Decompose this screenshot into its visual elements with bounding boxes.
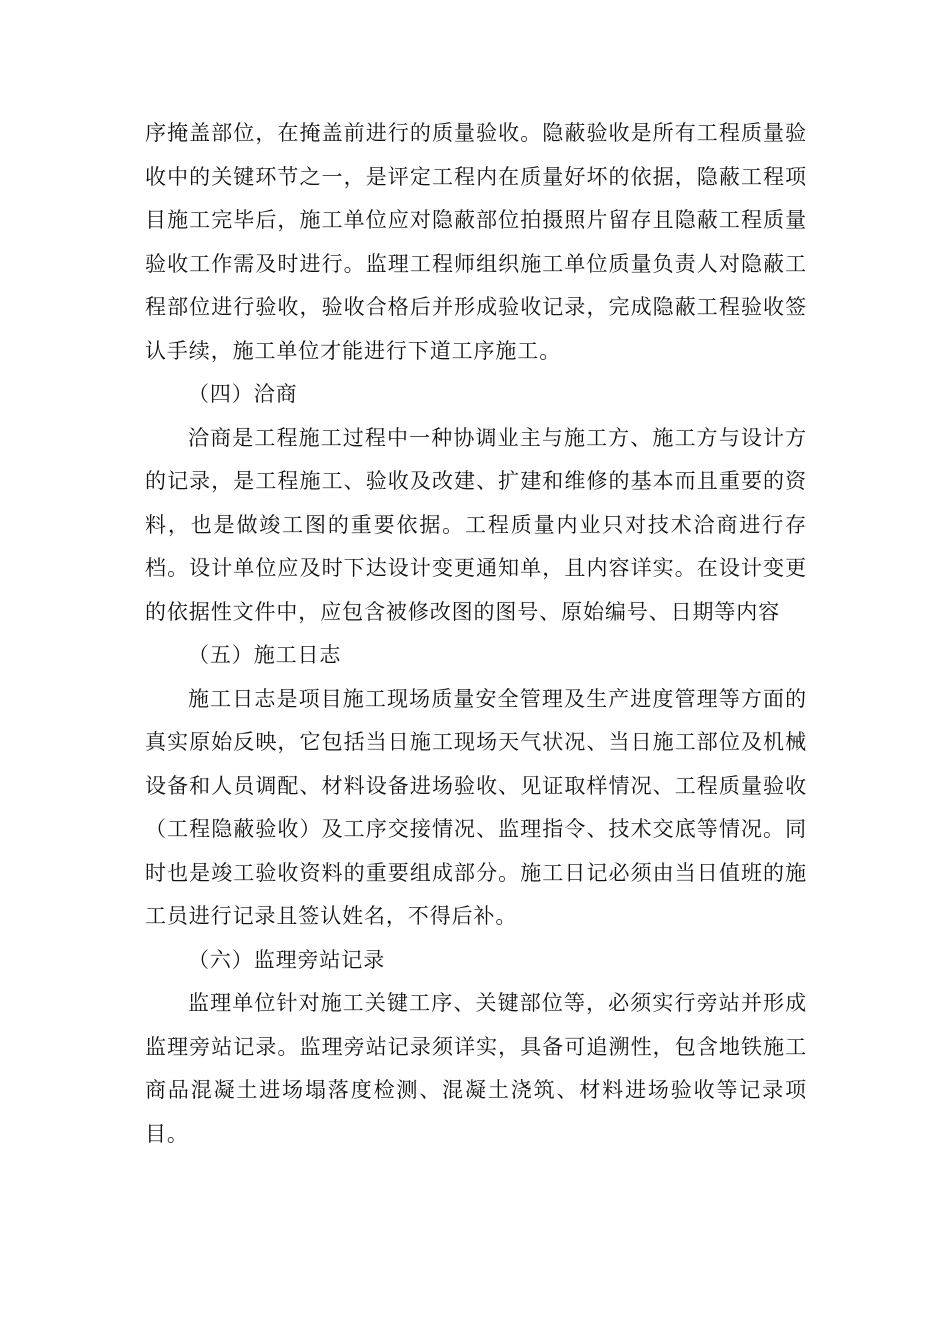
section-heading-supervision-record: （六）监理旁站记录 [188, 947, 386, 972]
paragraph-supervision-record: 监理单位针对施工关键工序、关键部位等，必须实行旁站并形成监理旁站记录。监理旁站记录须详实，具备可追溯性，包含地铁施工商品混凝土进场塌落度检测、混凝土浇筑、材料进场验收等记录项目。 [145, 991, 807, 1146]
section-heading-negotiation: （四）洽商 [188, 382, 298, 406]
paragraph-negotiation: 洽商是工程施工过程中一种协调业主与施工方、施工方与设计方的记录，是工程施工、验收及改建、扩建和维修的基本而且重要的资料，也是做竣工图的重要依据。工程质量内业只对技术洽商进行存档。设计单位应及时下达设计变更通知单，且内容详实。在设计变更的依据性文件中，应包含被修改图的图号、原始编号、日期等内容 [145, 425, 807, 624]
section-heading-construction-log: （五）施工日志 [188, 643, 342, 667]
paragraph-construction-log: 施工日志是项目施工现场质量安全管理及生产进度管理等方面的真实原始反映，它包括当日施工现场天气状况、当日施工部位及机械设备和人员调配、材料设备进场验收、见证取样情况、工程质量验收（工程隐蔽验收）及工序交接情况、监理指令、技术交底等情况。同时也是竣工验收资料的重要组成部分。施工日记必须由当日值班的施工员进行记录且签认姓名，不得后补。 [145, 686, 807, 928]
paragraph-hidden-works-acceptance: 序掩盖部位，在掩盖前进行的质量验收。隐蔽验收是所有工程质量验收中的关键环节之一，是评定工程内在质量好坏的依据，隐蔽工程项目施工完毕后，施工单位应对隐蔽部位拍摄照片留存且隐蔽工程质量验收工作需及时进行。监理工程师组织施工单位质量负责人对隐蔽工程部位进行验收，验收合格后并形成验收记录，完成隐蔽工程验收签认手续，施工单位才能进行下道工序施工。 [145, 121, 807, 363]
document-body [145, 112, 807, 1156]
